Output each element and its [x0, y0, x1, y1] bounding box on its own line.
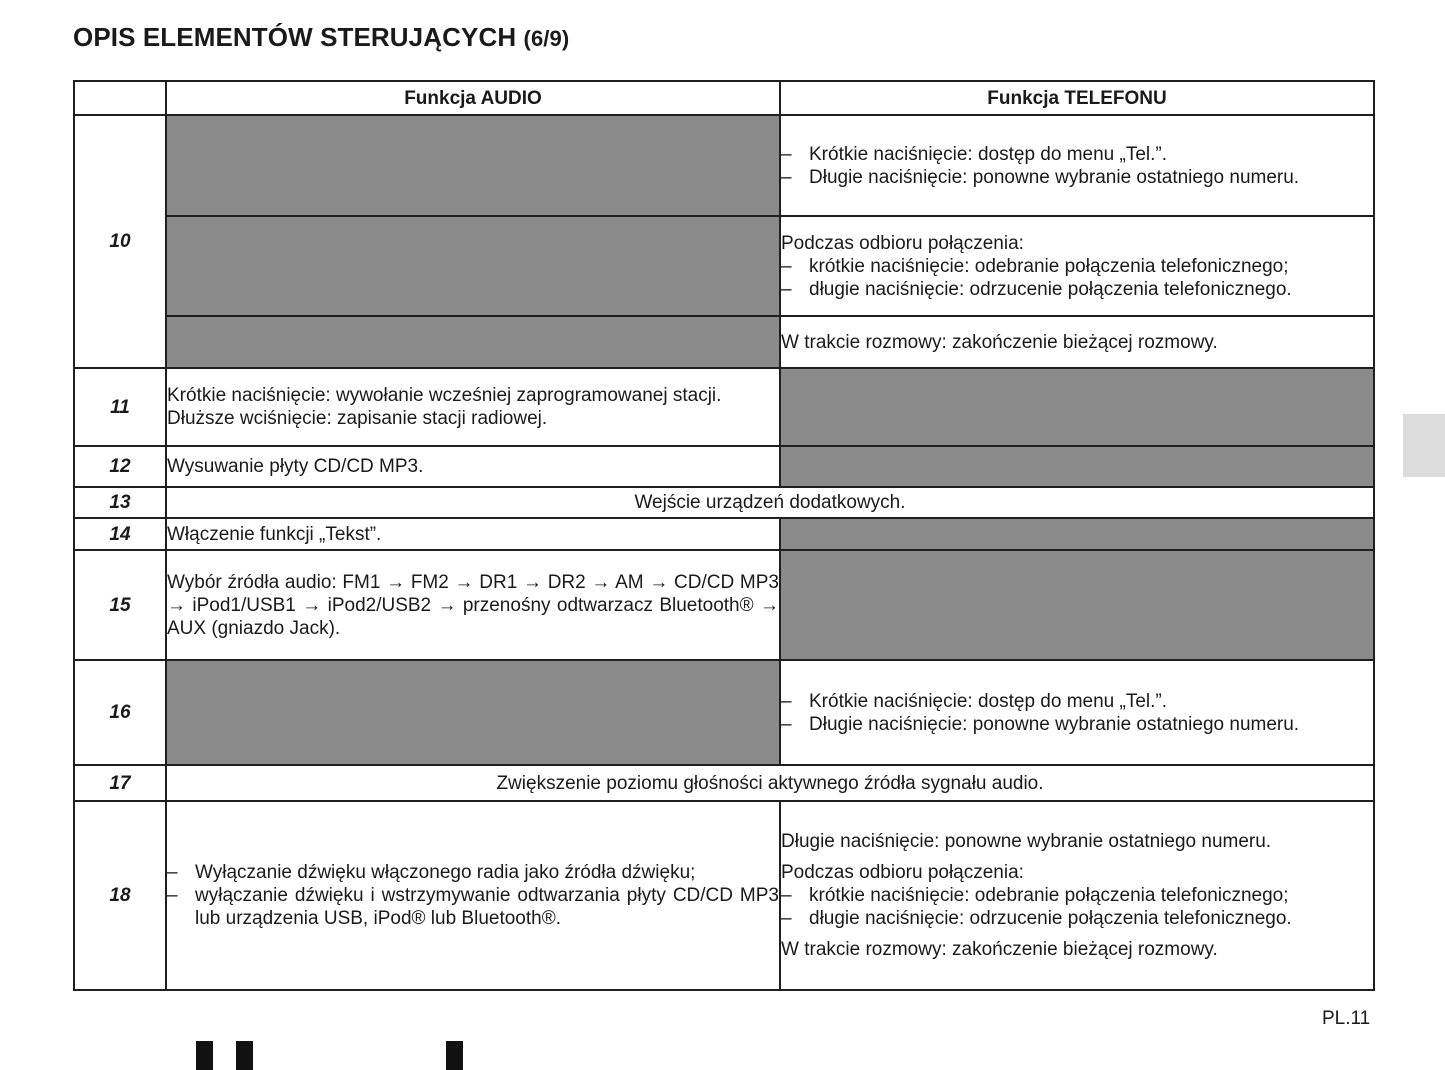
table-row-16 [74, 660, 1374, 765]
audio-cell-empty [166, 216, 780, 316]
row-number-12: 12 [74, 446, 166, 487]
audio-cell-14: Włączenie funkcji „Tekst”. [166, 518, 780, 550]
merged-cell-17: Zwiększenie poziomu głośności aktywnego źródła sygnału audio. [166, 765, 1374, 801]
row-number-14: 14 [74, 518, 166, 550]
tel-cell-10b [780, 216, 1374, 316]
list-item: – krótkie naciśnięcie: odebranie połączenia telefonicznego; [781, 884, 1373, 907]
list-item: – Długie naciśnięcie: ponowne wybranie ostatniego numeru. [781, 166, 1373, 189]
cell-text: Wybór źródła audio: FM1 → FM2 → DR1 → DR2 → AM → CD/CD MP3 → iPod1/USB1 → iPod2/USB2 → przenośny odtwarzacz Bluetooth® → AUX (gniazdo Jack). [167, 571, 779, 639]
tel-cell-10c: W trakcie rozmowy: zakończenie bieżącej rozmowy. [780, 316, 1374, 368]
table-row-15 [74, 550, 1374, 660]
crop-mark [446, 1041, 463, 1070]
controls-table [73, 80, 1375, 991]
cell-line: W trakcie rozmowy: zakończenie bieżącej rozmowy. [781, 939, 1218, 960]
row-number-13: 13 [74, 487, 166, 518]
list-item: – Krótkie naciśnięcie: dostęp do menu „Tel.”. [781, 143, 1373, 166]
table-row-11 [74, 368, 1374, 446]
audio-cell-12: Wysuwanie płyty CD/CD MP3. [166, 446, 780, 487]
table-row-18 [74, 801, 1374, 990]
cell-line: Długie naciśnięcie: ponowne wybranie ostatniego numeru. [781, 831, 1272, 852]
tel-cell-empty [780, 446, 1374, 487]
row-number-11: 11 [74, 368, 166, 446]
list-item: – Wyłączanie dźwięku włączonego radia jako źródła dźwięku; [167, 861, 779, 884]
table-header-row [74, 81, 1374, 115]
page-title [73, 22, 569, 53]
cell-line: Krótkie naciśnięcie: wywołanie wcześniej zaprogramowanej stacji. [167, 385, 722, 406]
tel-cell-empty [780, 518, 1374, 550]
header-audio: Funkcja AUDIO [166, 81, 780, 115]
cell-intro: Podczas odbioru połączenia: [781, 862, 1024, 883]
audio-cell-empty [166, 115, 780, 216]
header-telephone: Funkcja TELEFONU [780, 81, 1374, 115]
tel-cell-empty [780, 368, 1374, 446]
merged-cell-13: Wejście urządzeń dodatkowych. [166, 487, 1374, 518]
tel-cell-16 [780, 660, 1374, 765]
crop-mark [236, 1041, 253, 1070]
cell-intro: Podczas odbioru połączenia: [781, 232, 1024, 254]
audio-cell-15 [166, 550, 780, 660]
crop-mark [196, 1041, 213, 1070]
audio-cell-11 [166, 368, 780, 446]
list-item: – długie naciśnięcie: odrzucenie połączenia telefonicznego. [781, 278, 1373, 301]
header-number [74, 81, 166, 115]
table-row-13 [74, 487, 1374, 518]
table-row-10b [74, 216, 1374, 316]
list-item: – Długie naciśnięcie: ponowne wybranie ostatniego numeru. [781, 713, 1373, 736]
list-item: – wyłączanie dźwięku i wstrzymywanie odtwarzania płyty CD/CD MP3 lub urządzenia USB, iPod® lub Bluetooth®. [167, 884, 779, 930]
tel-cell-18 [780, 801, 1374, 990]
row-number-18: 18 [74, 801, 166, 990]
table-row-10a [74, 115, 1374, 216]
list-item: – Krótkie naciśnięcie: dostęp do menu „Tel.”. [781, 690, 1373, 713]
row-number-10: 10 [74, 115, 166, 368]
audio-cell-empty [166, 660, 780, 765]
tel-cell-empty [780, 550, 1374, 660]
row-number-15: 15 [74, 550, 166, 660]
audio-cell-empty [166, 316, 780, 368]
table-row-17 [74, 765, 1374, 801]
list-item: – długie naciśnięcie: odrzucenie połączenia telefonicznego. [781, 907, 1373, 930]
row-number-17: 17 [74, 765, 166, 801]
title-part: (6/9) [523, 26, 570, 51]
table-row-10c [74, 316, 1374, 368]
tel-cell-10a [780, 115, 1374, 216]
list-item: – krótkie naciśnięcie: odebranie połączenia telefonicznego; [781, 255, 1373, 278]
side-tab-marker [1403, 414, 1445, 477]
page-number: PL.11 [1322, 1008, 1371, 1029]
table-row-12 [74, 446, 1374, 487]
row-number-16: 16 [74, 660, 166, 765]
title-text: OPIS ELEMENTÓW STERUJĄCYCH [73, 22, 517, 52]
cell-line: Dłuższe wciśnięcie: zapisanie stacji radiowej. [167, 408, 548, 429]
table-row-14 [74, 518, 1374, 550]
audio-cell-18 [166, 801, 780, 990]
